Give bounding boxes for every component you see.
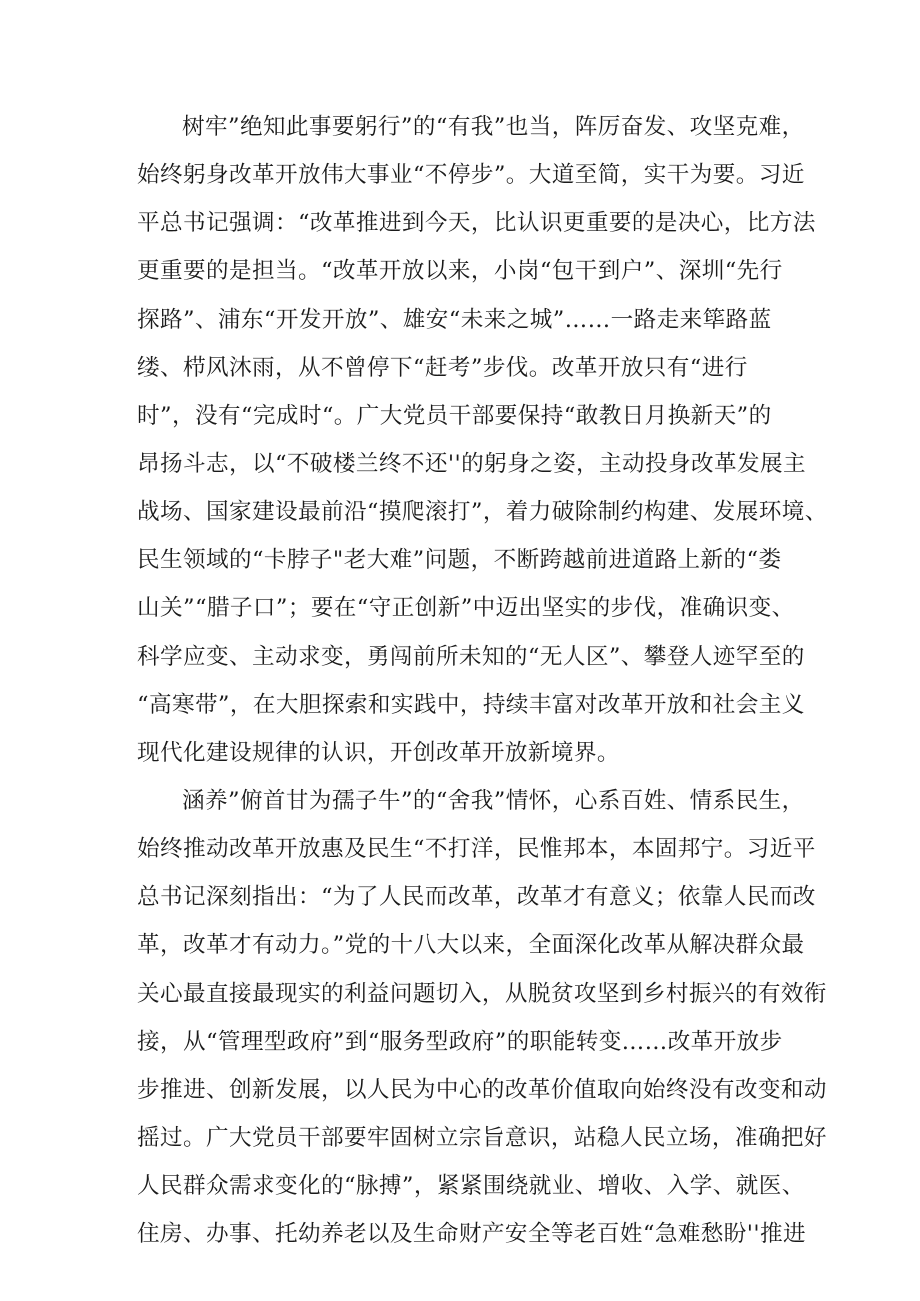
text-line: 步推进、创新发展，以人民为中心的改革价值取向始终没有改变和动	[137, 1076, 827, 1103]
text-line: 人民群众需求变化的“脉搏”，紧紧围绕就业、增收、入学、就医、	[137, 1173, 805, 1200]
text-line: 革，改革才有动力。”党的十八大以来，全面深化改革从解决群众最	[137, 932, 805, 959]
text-line: 摇过。广大党员干部要牢固树立宗旨意识，站稳人民立场，准确把好	[137, 1124, 827, 1151]
body-text	[137, 103, 828, 1258]
text-line: 总书记深刻指出：“为了人民而改革，改革才有意义；依靠人民而改	[137, 884, 816, 911]
text-line: 始终推动改革开放惠及民生“不打洋，民惟邦本，本固邦宁。习近平	[137, 836, 816, 863]
text-line: 更重要的是担当。“改革开放以来，小岗“包干到户”、深圳“先行	[137, 258, 783, 285]
text-line: 平总书记强调：“改革推进到今天，比认识更重要的是决心，比方法	[137, 210, 816, 237]
text-line: 树牢”绝知此事要躬行”的“有我”也当，阵厉奋发、攻坚克难，	[182, 114, 805, 140]
text-line: 缕、栉风沐雨，从不曾停下“赶考”步伐。改革开放只有“进行	[137, 354, 748, 381]
text-line: 战场、国家建设最前沿“摸爬滚打”，着力破除制约构建、发展环境、	[137, 499, 828, 526]
text-line: 现代化建设规律的认识，开创改革开放新境界。	[137, 739, 620, 766]
text-line: 探路”、浦东“开发开放”、雄安“未来之城”……一路走来筚路蓝	[137, 306, 772, 333]
text-line: 接，从“管理型政府”到“服务型政府”的职能转变……改革开放步	[137, 1028, 783, 1055]
text-line: 涵养”俯首甘为孺子牛”的“舍我”情怀，心系百姓、情系民生，	[182, 787, 805, 814]
text-line: 昂扬斗志，以“不破楼兰终不还''的躬身之姿，主动投身改革发展主	[137, 450, 806, 477]
text-line: 民生领域的“卡脖子"老大难”问题，不断跨越前进道路上新的“娄	[137, 547, 782, 574]
text-line: 住房、办事、托幼养老以及生命财产安全等老百姓“急难愁盼''推进	[137, 1221, 806, 1248]
text-line: 始终躬身改革开放伟大事业“不停步”。大道至简，实干为要。习近	[137, 162, 805, 189]
text-line: “高寒带”，在大胆探索和实践中，持续丰富对改革开放和社会主义	[137, 691, 805, 718]
text-line: 山关”“腊子口”；要在“守正创新”中迈出坚实的步伐，准确识变、	[137, 595, 795, 622]
text-line: 科学应变、主动求变，勇闯前所未知的“无人区”、攀登人迹罕至的	[137, 643, 805, 670]
text-line: 关心最直接最现实的利益问题切入，从脱贫攻坚到乡村振兴的有效衔	[137, 980, 827, 1007]
text-line: 时”，没有“完成时“。广大党员干部要保持“敢教日月换新天”的	[137, 402, 772, 429]
